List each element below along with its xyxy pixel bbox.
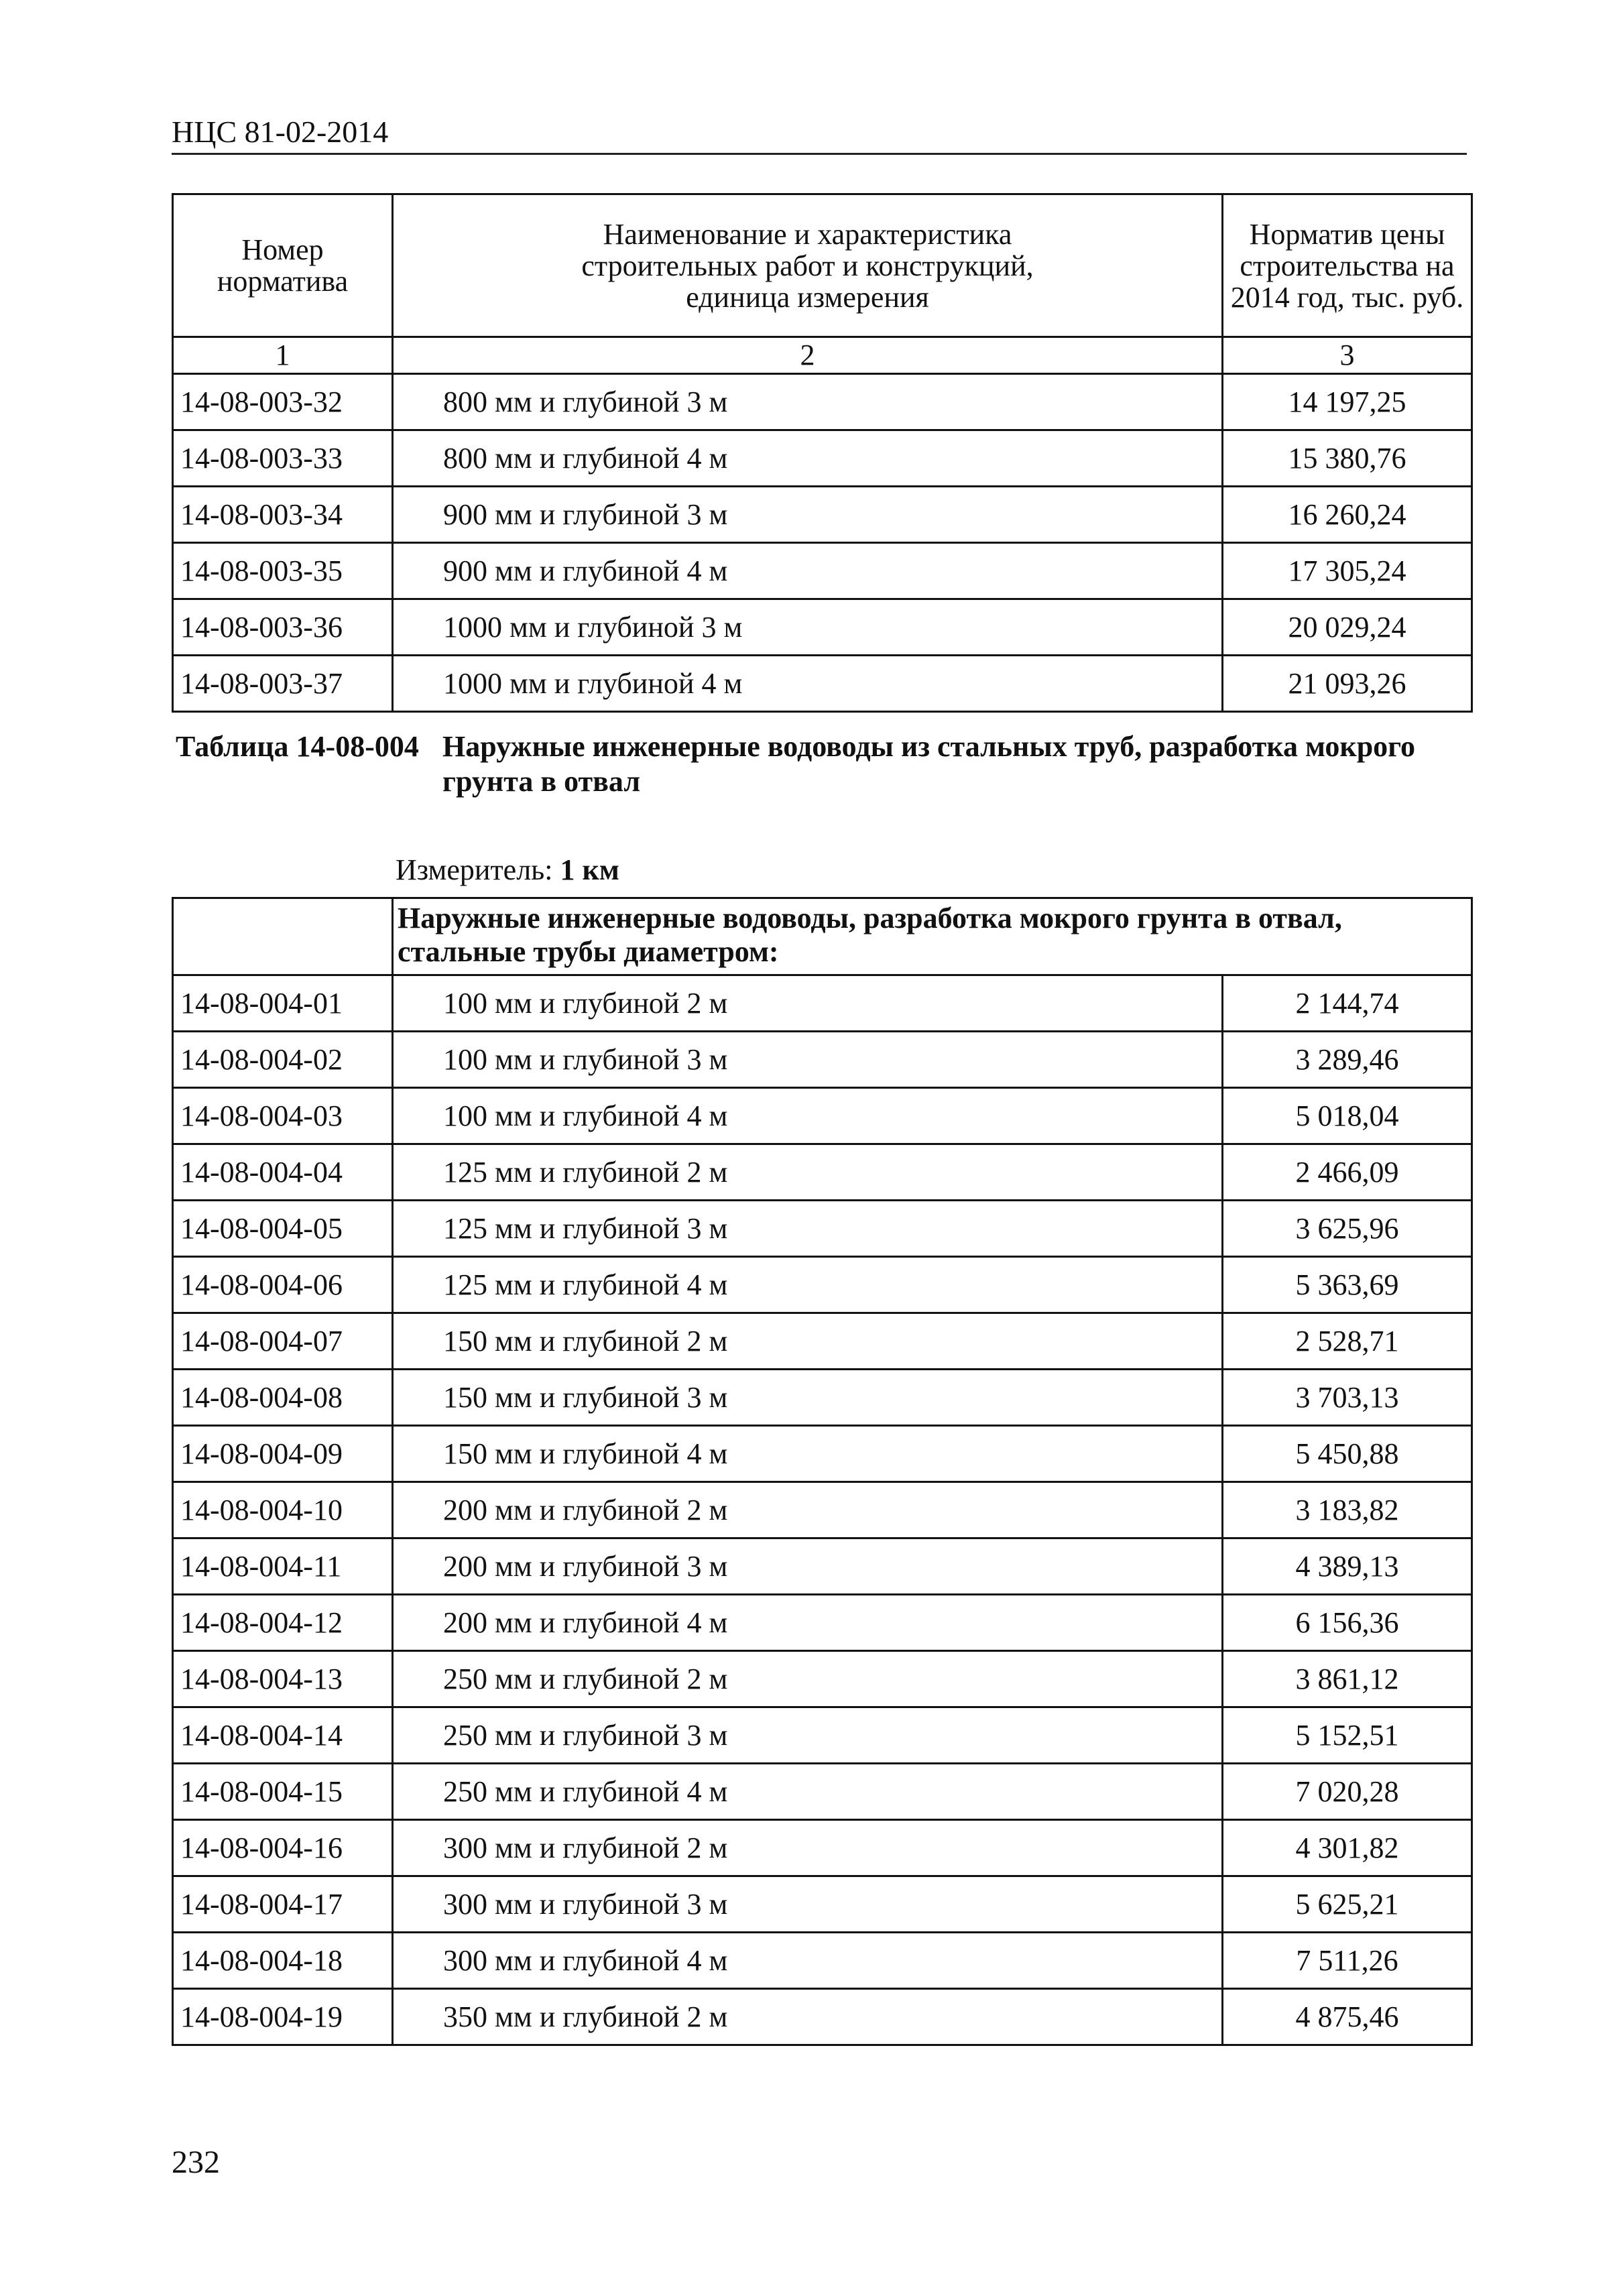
- norm-code: 14-08-004-08: [173, 1370, 393, 1426]
- norm-code: 14-08-004-19: [173, 1989, 393, 2045]
- norm-code: 14-08-004-12: [173, 1595, 393, 1651]
- price-value: 4 301,82: [1223, 1820, 1472, 1876]
- norm-code: 14-08-004-16: [173, 1820, 393, 1876]
- work-description: 900 мм и глубиной 4 м: [393, 543, 1223, 599]
- norm-code: 14-08-004-09: [173, 1426, 393, 1482]
- work-description: 100 мм и глубиной 3 м: [393, 1032, 1223, 1088]
- work-description: 150 мм и глубиной 2 м: [393, 1313, 1223, 1370]
- table-row: [173, 1595, 1472, 1651]
- norm-code: 14-08-003-32: [173, 374, 393, 430]
- work-description: 300 мм и глубиной 3 м: [393, 1876, 1223, 1933]
- work-description: 250 мм и глубиной 4 м: [393, 1764, 1223, 1820]
- unit-value: 1 км: [560, 853, 619, 886]
- price-value: 5 450,88: [1223, 1426, 1472, 1482]
- work-description: 250 мм и глубиной 2 м: [393, 1651, 1223, 1707]
- norm-code: 14-08-004-05: [173, 1201, 393, 1257]
- norm-code: 14-08-003-36: [173, 599, 393, 656]
- table-row: [173, 1201, 1472, 1257]
- price-value: 3 289,46: [1223, 1032, 1472, 1088]
- price-value: 5 625,21: [1223, 1876, 1472, 1933]
- work-description: 300 мм и глубиной 4 м: [393, 1933, 1223, 1989]
- work-description: 350 мм и глубиной 2 м: [393, 1989, 1223, 2045]
- work-description: 900 мм и глубиной 3 м: [393, 487, 1223, 543]
- table-row: [173, 1651, 1472, 1707]
- table-row: [173, 374, 1472, 430]
- price-value: 2 466,09: [1223, 1144, 1472, 1201]
- norm-code: 14-08-004-13: [173, 1651, 393, 1707]
- norm-code: 14-08-004-06: [173, 1257, 393, 1313]
- price-value: 2 144,74: [1223, 975, 1472, 1032]
- table-row: [173, 599, 1472, 656]
- price-value: 7 020,28: [1223, 1764, 1472, 1820]
- work-description: 1000 мм и глубиной 4 м: [393, 656, 1223, 712]
- group-title-row: [173, 898, 1472, 975]
- table-row: [173, 1538, 1472, 1595]
- work-description: 800 мм и глубиной 3 м: [393, 374, 1223, 430]
- document-code: НЦС 81-02-2014: [172, 115, 389, 149]
- table-row: [173, 975, 1472, 1032]
- column-number: 2: [393, 337, 1223, 374]
- table-row: [173, 1820, 1472, 1876]
- column-number: 1: [173, 337, 393, 374]
- norm-code: 14-08-004-01: [173, 975, 393, 1032]
- norm-code: 14-08-003-34: [173, 487, 393, 543]
- norm-code: 14-08-004-02: [173, 1032, 393, 1088]
- table-row: [173, 1032, 1472, 1088]
- header-description: Наименование и характеристика строительных работ и конструкций, единица измерения: [393, 194, 1223, 337]
- work-description: 150 мм и глубиной 3 м: [393, 1370, 1223, 1426]
- table-row: [173, 656, 1472, 712]
- price-value: 17 305,24: [1223, 543, 1472, 599]
- work-description: 200 мм и глубиной 2 м: [393, 1482, 1223, 1538]
- table-row: [173, 543, 1472, 599]
- work-description: 100 мм и глубиной 2 м: [393, 975, 1223, 1032]
- work-description: 200 мм и глубиной 3 м: [393, 1538, 1223, 1595]
- table-row: [173, 430, 1472, 487]
- price-value: 20 029,24: [1223, 599, 1472, 656]
- group-empty-cell: [173, 898, 393, 975]
- work-description: 150 мм и глубиной 4 м: [393, 1426, 1223, 1482]
- price-value: 7 511,26: [1223, 1933, 1472, 1989]
- price-value: 3 703,13: [1223, 1370, 1472, 1426]
- work-description: 200 мм и глубиной 4 м: [393, 1595, 1223, 1651]
- price-value: 6 156,36: [1223, 1595, 1472, 1651]
- price-value: 14 197,25: [1223, 374, 1472, 430]
- header-price: Норматив цены строительства на 2014 год, тыс. руб.: [1223, 194, 1472, 337]
- table-row: [173, 1933, 1472, 1989]
- price-value: 2 528,71: [1223, 1313, 1472, 1370]
- norm-code: 14-08-003-37: [173, 656, 393, 712]
- page-number: 232: [172, 2144, 220, 2180]
- price-value: 4 389,13: [1223, 1538, 1472, 1595]
- price-value: 15 380,76: [1223, 430, 1472, 487]
- column-number: 3: [1223, 337, 1472, 374]
- header-divider: [172, 153, 1467, 155]
- unit-label: Измеритель:: [396, 853, 553, 886]
- unit-of-measure: [396, 853, 619, 887]
- table-row: [173, 1764, 1472, 1820]
- price-value: 5 152,51: [1223, 1707, 1472, 1764]
- work-description: 100 мм и глубиной 4 м: [393, 1088, 1223, 1144]
- price-value: 5 018,04: [1223, 1088, 1472, 1144]
- norm-code: 14-08-004-18: [173, 1933, 393, 1989]
- column-number-row: [173, 337, 1472, 374]
- table-row: [173, 1257, 1472, 1313]
- work-description: 250 мм и глубиной 3 м: [393, 1707, 1223, 1764]
- table-row: [173, 1426, 1472, 1482]
- price-table-003: [172, 193, 1473, 713]
- table-row: [173, 1370, 1472, 1426]
- table-row: [173, 1482, 1472, 1538]
- table-header-row: [173, 194, 1472, 337]
- work-description: 125 мм и глубиной 2 м: [393, 1144, 1223, 1201]
- table-row: [173, 1144, 1472, 1201]
- norm-code: 14-08-004-14: [173, 1707, 393, 1764]
- table-row: [173, 1313, 1472, 1370]
- norm-code: 14-08-004-07: [173, 1313, 393, 1370]
- price-value: 16 260,24: [1223, 487, 1472, 543]
- norm-code: 14-08-004-15: [173, 1764, 393, 1820]
- header-code: Номер норматива: [173, 194, 393, 337]
- table-row: [173, 487, 1472, 543]
- price-value: 4 875,46: [1223, 1989, 1472, 2045]
- price-value: 21 093,26: [1223, 656, 1472, 712]
- norm-code: 14-08-003-33: [173, 430, 393, 487]
- work-description: 800 мм и глубиной 4 м: [393, 430, 1223, 487]
- norm-code: 14-08-004-11: [173, 1538, 393, 1595]
- work-description: 125 мм и глубиной 3 м: [393, 1201, 1223, 1257]
- group-title: Наружные инженерные водоводы, разработка мокрого грунта в отвал, стальные трубы диаметром:: [393, 898, 1472, 975]
- price-value: 3 625,96: [1223, 1201, 1472, 1257]
- norm-code: 14-08-003-35: [173, 543, 393, 599]
- table-row: [173, 1088, 1472, 1144]
- price-value: 3 183,82: [1223, 1482, 1472, 1538]
- table-row: [173, 1876, 1472, 1933]
- table-row: [173, 1707, 1472, 1764]
- table-caption-label: Таблица 14-08-004: [176, 730, 419, 763]
- work-description: 1000 мм и глубиной 3 м: [393, 599, 1223, 656]
- price-value: 3 861,12: [1223, 1651, 1472, 1707]
- table-caption-text: Наружные инженерные водоводы из стальных труб, разработка мокрого грунта в отвал: [442, 730, 1416, 798]
- price-table-004: [172, 897, 1473, 2046]
- norm-code: 14-08-004-04: [173, 1144, 393, 1201]
- norm-code: 14-08-004-10: [173, 1482, 393, 1538]
- work-description: 300 мм и глубиной 2 м: [393, 1820, 1223, 1876]
- table-row: [173, 1989, 1472, 2045]
- work-description: 125 мм и глубиной 4 м: [393, 1257, 1223, 1313]
- norm-code: 14-08-004-03: [173, 1088, 393, 1144]
- price-value: 5 363,69: [1223, 1257, 1472, 1313]
- norm-code: 14-08-004-17: [173, 1876, 393, 1933]
